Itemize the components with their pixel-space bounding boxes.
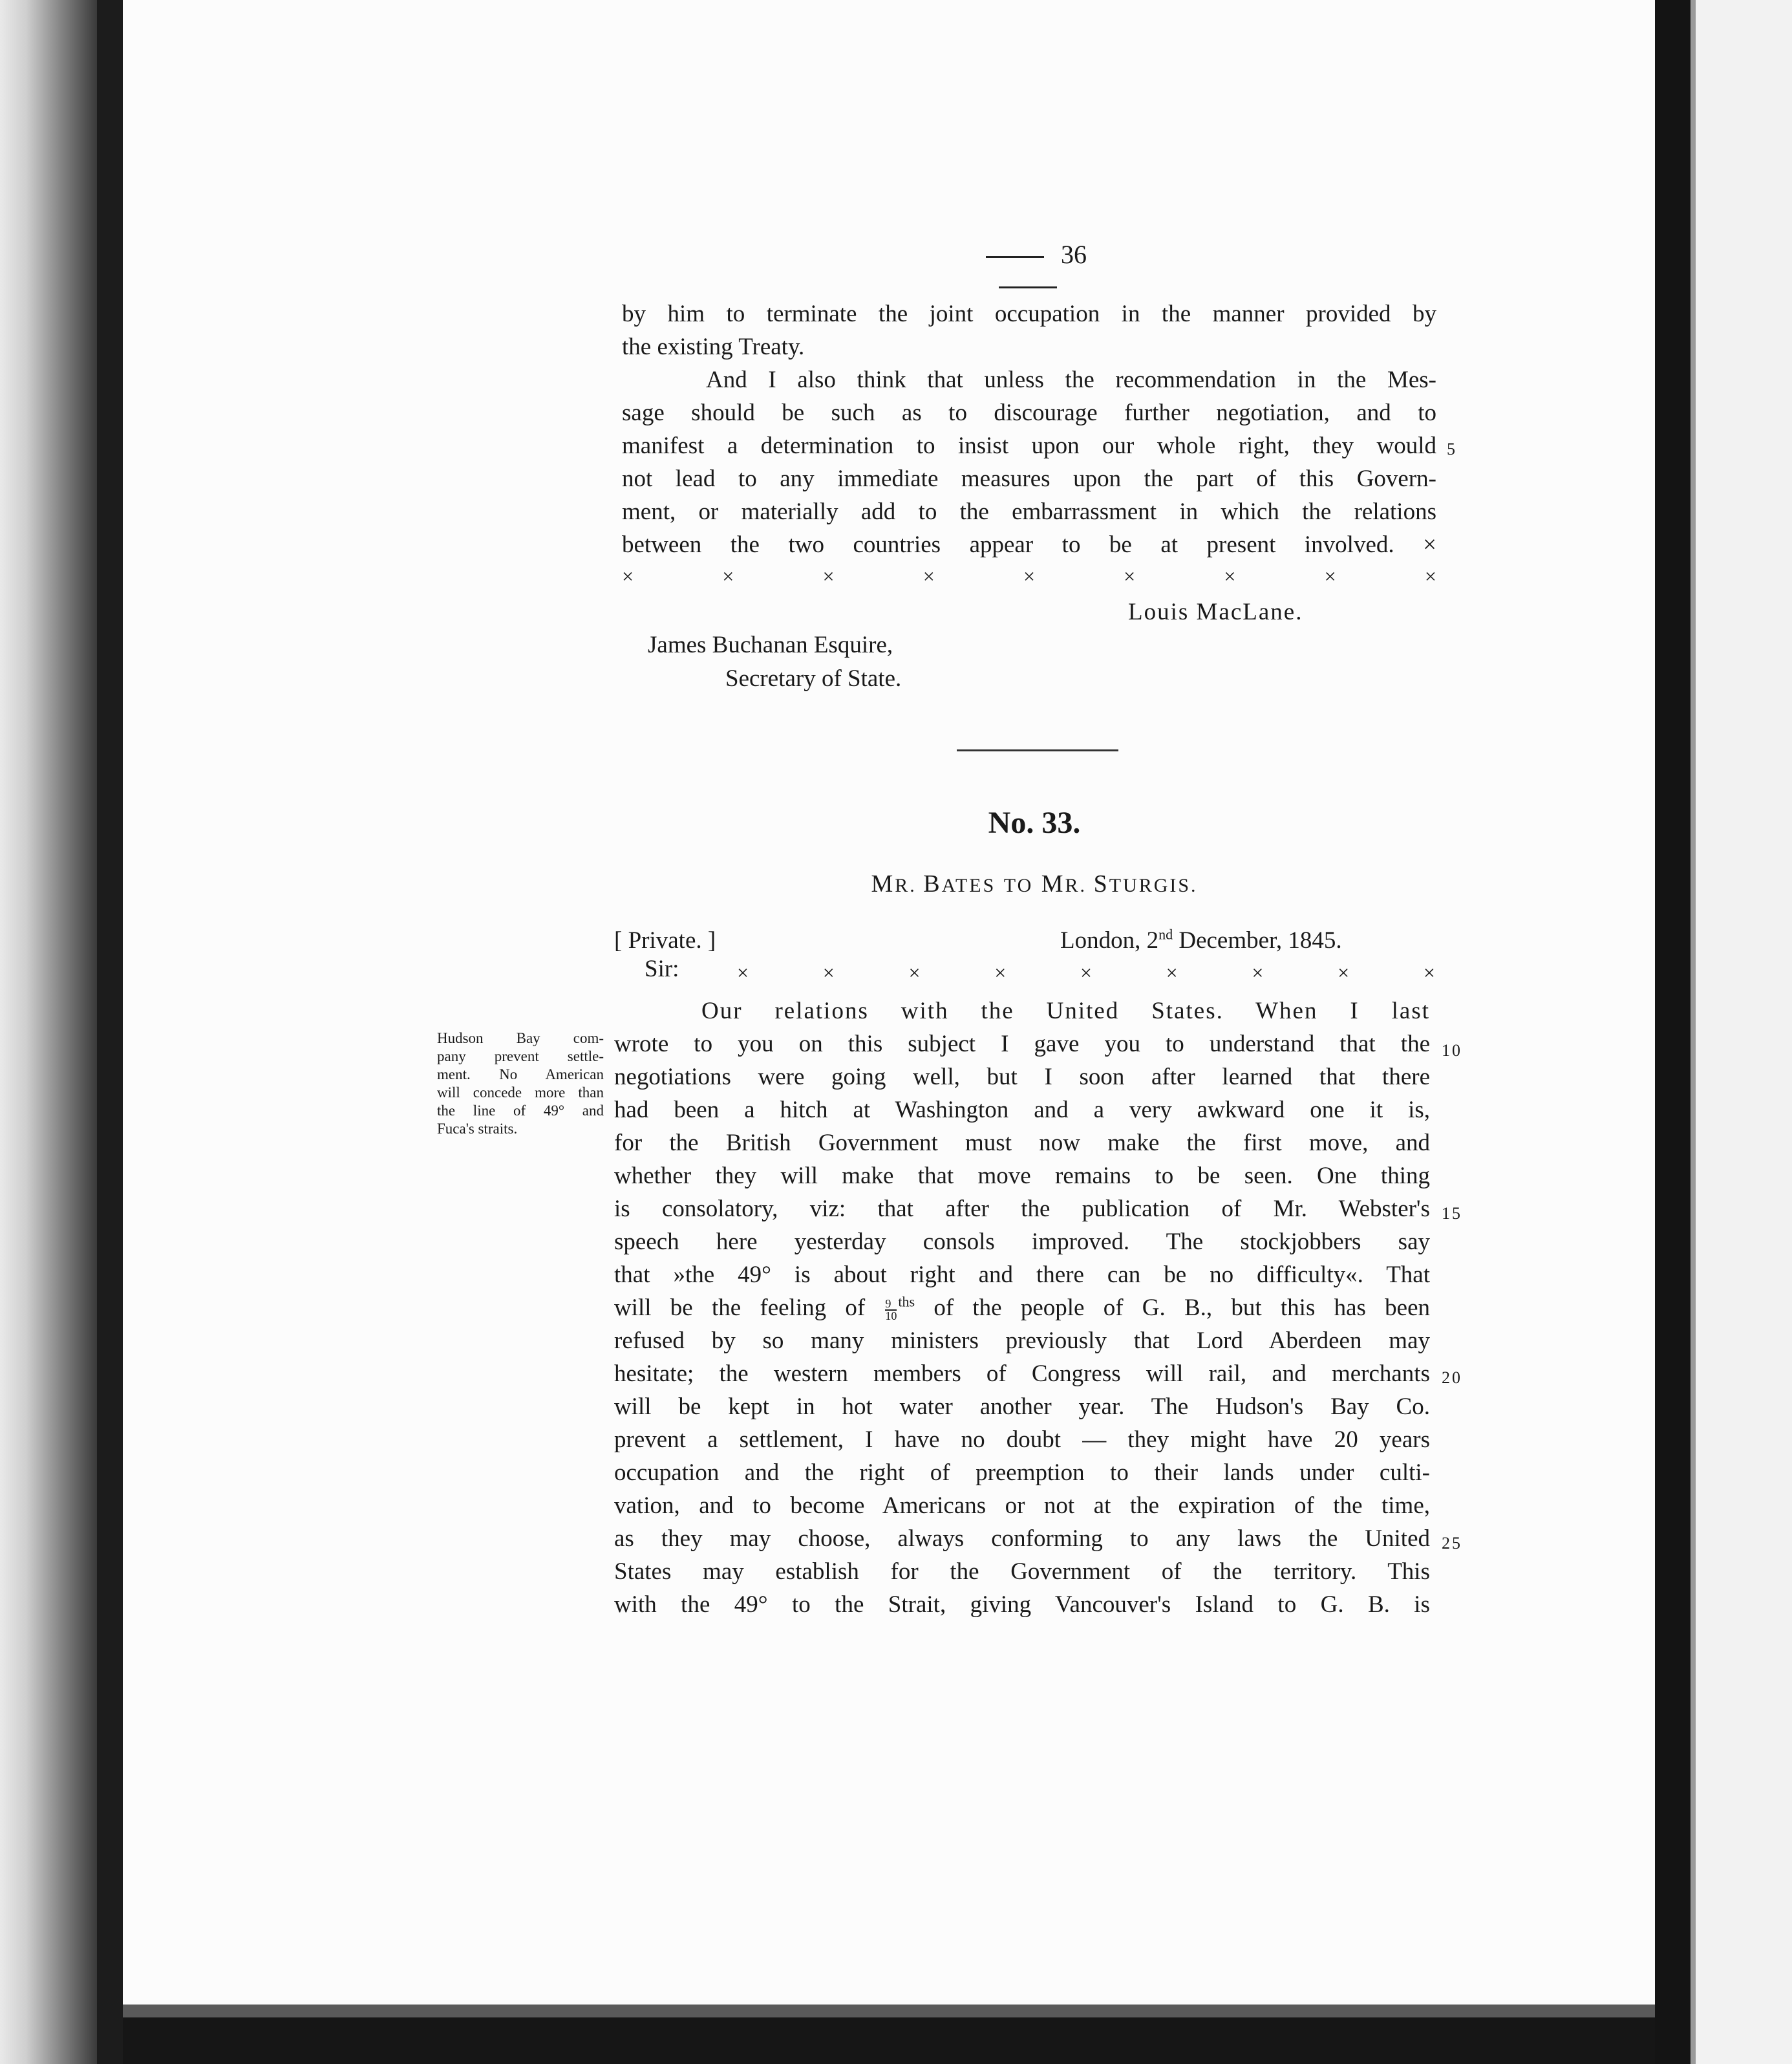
document-heading — [776, 870, 1293, 898]
text-line — [622, 528, 1436, 561]
margin-note-line: will concede more than — [437, 1084, 604, 1101]
heading-part: R. — [895, 875, 924, 896]
text-line: that »the 49° is about right and there can be no difficulty«. That — [614, 1262, 1430, 1288]
omission-cross: × — [1423, 532, 1436, 558]
omission-crosses-row — [622, 564, 1436, 588]
omission-cross: × — [1224, 564, 1236, 588]
omission-cross: × — [737, 961, 749, 984]
text-line-content: between the two countries appear to be at present involved. — [622, 532, 1394, 558]
text-line: ment, or materially add to the embarrassment in which the relations — [622, 499, 1436, 525]
omission-cross: × — [994, 961, 1007, 984]
text-line: whether they will make that move remains to be seen. One thing — [614, 1163, 1430, 1189]
running-head-dash-right — [999, 286, 1057, 288]
facing-page-shadow — [1691, 0, 1696, 2064]
margin-note-line: Hudson Bay com- — [437, 1030, 604, 1046]
line-number: 25 — [1442, 1534, 1462, 1553]
margin-note-line: the line of 49° and — [437, 1102, 604, 1119]
text-line: had been a hitch at Washington and a very awkward one it is, — [614, 1097, 1430, 1123]
omission-cross: × — [822, 564, 835, 588]
omission-cross: × — [1252, 961, 1264, 984]
text-line-part: of the people of G. B., but this has been — [915, 1295, 1430, 1321]
text-line: manifest a determination to insist upon our whole right, they would — [622, 433, 1436, 459]
omission-cross: × — [1023, 564, 1035, 588]
heading-part: M — [871, 870, 895, 898]
margin-note-line: ment. No American — [437, 1066, 604, 1082]
line-number: 15 — [1442, 1204, 1462, 1223]
omission-cross: × — [1324, 564, 1336, 588]
text-line: wrote to you on this subject I gave you to understand that the — [614, 1031, 1430, 1057]
text-line — [614, 1291, 1430, 1324]
text-line: speech here yesterday consols improved. The stockjobbers say — [614, 1229, 1430, 1255]
text-line: for the British Government must now make the first move, and — [614, 1130, 1430, 1156]
heading-part: TURGIS. — [1109, 875, 1198, 896]
margin-note-line: Fuca's straits. — [437, 1121, 518, 1137]
page-number: 36 — [1061, 240, 1087, 269]
fraction-denominator: 10 — [885, 1309, 897, 1322]
facing-page-edge — [1691, 0, 1792, 2064]
text-line: occupation and the right of preemption to their lands under culti- — [614, 1459, 1430, 1486]
omission-cross: × — [1080, 961, 1092, 984]
text-line: vation, and to become Americans or not at the expiration of the time, — [614, 1492, 1430, 1519]
margin-note-line: pany prevent settle- — [437, 1048, 604, 1064]
heading-part: M — [1041, 870, 1065, 898]
text-line: the existing Treaty. — [622, 334, 805, 360]
text-line: is consolatory, viz: that after the publication of Mr. Webster's — [614, 1196, 1430, 1222]
omission-cross: × — [722, 564, 734, 588]
text-line: hesitate; the western members of Congress will rail, and merchants — [614, 1360, 1430, 1387]
text-line: negotiations were going well, but I soon after learned that there — [614, 1064, 1430, 1090]
text-line: by him to terminate the joint occupation in the manner provided by — [622, 301, 1436, 327]
text-line-part: will be the feeling of — [614, 1295, 884, 1321]
scan-bottom-edge — [123, 2017, 1655, 2064]
running-head — [924, 239, 1131, 300]
text-line: States may establish for the Government of the territory. This — [614, 1558, 1430, 1585]
heading-part: R. — [1065, 875, 1094, 896]
running-head-dash-left — [986, 256, 1044, 258]
text-line: with the 49° to the Strait, giving Vancouver's Island to G. B. is — [614, 1591, 1430, 1618]
heading-part: B — [923, 870, 942, 898]
addressee-name: James Buchanan Esquire, — [648, 632, 893, 658]
salutation: Sir: — [645, 956, 679, 982]
fraction-numerator: 9 — [885, 1298, 897, 1311]
addressee-title: Secretary of State. — [725, 665, 902, 692]
omission-cross: × — [1166, 961, 1178, 984]
marginal-note — [437, 1029, 604, 1138]
dateline-ordinal: nd — [1158, 926, 1173, 943]
omission-cross: × — [822, 961, 835, 984]
binding-shadow — [97, 0, 123, 2064]
letter-body — [614, 994, 1430, 1621]
fraction — [885, 1298, 897, 1322]
line-number: 10 — [1442, 1041, 1462, 1060]
line-number: 5 — [1447, 440, 1457, 458]
omission-cross: × — [923, 564, 935, 588]
letter-continuation-text — [622, 297, 1436, 561]
text-line: Our relations with the United States. When I last — [701, 998, 1430, 1024]
page-bottom-shadow — [123, 2005, 1655, 2017]
fraction-suffix: ths — [898, 1293, 915, 1310]
omission-cross: × — [1424, 564, 1436, 588]
text-line: as they may choose, always conforming to any laws the United — [614, 1525, 1430, 1552]
line-number: 20 — [1442, 1368, 1462, 1387]
section-divider — [957, 749, 1118, 751]
private-label: [ Private. ] — [614, 927, 716, 954]
text-line: prevent a settlement, I have no doubt — they might have 20 years — [614, 1426, 1430, 1453]
omission-cross: × — [622, 564, 634, 588]
dateline — [1060, 927, 1342, 954]
omission-cross: × — [908, 961, 921, 984]
heading-part: ATES — [941, 875, 996, 896]
dateline-part: December, 1845. — [1173, 927, 1342, 954]
heading-part: TO — [1003, 875, 1034, 896]
heading-part: S — [1093, 870, 1109, 898]
omission-cross: × — [1423, 961, 1435, 984]
text-line: sage should be such as to discourage further negotiation, and to — [622, 400, 1436, 426]
omission-cross: × — [1124, 564, 1136, 588]
omission-crosses-row — [737, 961, 1435, 985]
document-number: No. 33. — [988, 806, 1081, 840]
omission-cross: × — [1338, 961, 1350, 984]
book-gutter-right — [1655, 0, 1691, 2064]
dateline-part: London, 2 — [1060, 927, 1159, 954]
text-line: refused by so many ministers previously that Lord Aberdeen may — [614, 1328, 1430, 1354]
text-line: And I also think that unless the recommendation in the Mes- — [706, 367, 1436, 393]
signature: Louis MacLane. — [1128, 599, 1303, 625]
text-line: will be kept in hot water another year. The Hudson's Bay Co. — [614, 1393, 1430, 1420]
text-line: not lead to any immediate measures upon the part of this Govern- — [622, 466, 1436, 492]
